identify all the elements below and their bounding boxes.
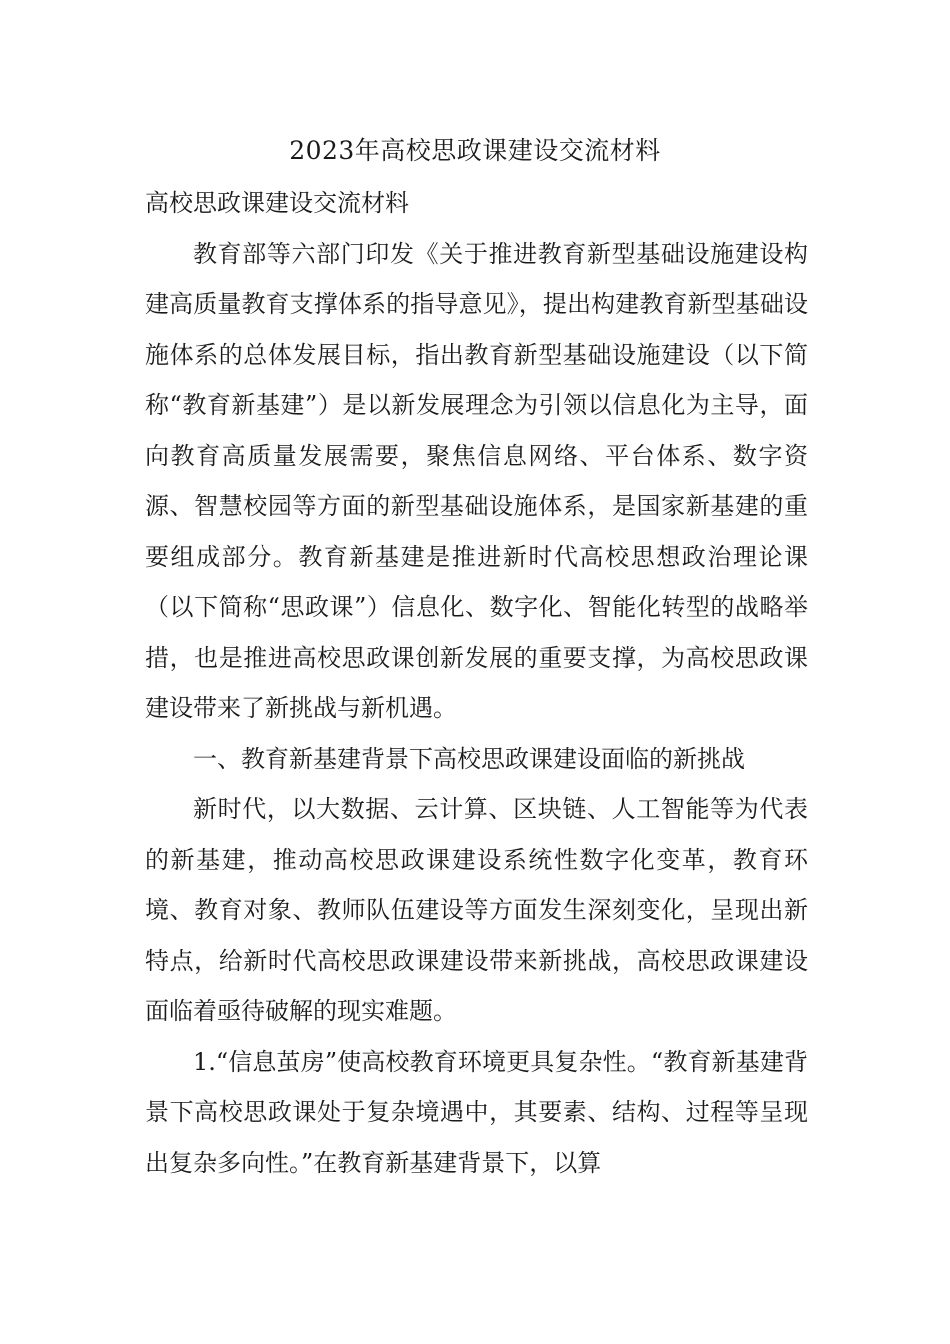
paragraph-new-era: 新时代，以大数据、云计算、区块链、人工智能等为代表的新基建，推动高校思政课建设系统性数字化变革，教育环境、教育对象、教师队伍建设等方面发生深刻变化，呈现出新特点，给新时代高校思政课建设带来新挑战，高校思政课建设面临着亟待破解的现实难题。 bbox=[145, 795, 808, 1025]
section-heading-1: 一、教育新基建背景下高校思政课建设面临的新挑战 bbox=[193, 744, 745, 773]
document-body bbox=[145, 178, 808, 1188]
document-title: 2023年高校思政课建设交流材料 bbox=[289, 136, 661, 165]
paragraph-intro: 教育部等六部门印发《关于推进教育新型基础设施建设构建高质量教育支撑体系的指导意见》，提出构建教育新型基础设施体系的总体发展目标，指出教育新型基础设施建设（以下简称“教育新基建”）是以新发展理念为引领以信息化为主导，面向教育高质量发展需要，聚焦信息网络、平台体系、数字资源、智慧校园等方面的新型基础设施体系，是国家新基建的重要组成部分。教育新基建是推进新时代高校思想政治理论课（以下简称“思政课”）信息化、数字化、智能化转型的战略举措，也是推进高校思政课创新发展的重要支撑，为高校思政课建设带来了新挑战与新机遇。 bbox=[145, 239, 808, 722]
document-subtitle: 高校思政课建设交流材料 bbox=[145, 189, 409, 217]
paragraph-info-cocoon: 1.“信息茧房”使高校教育环境更具复杂性。“教育新基建背景下高校思政课处于复杂境遇中，其要素、结构、过程等呈现出复杂多向性。”在教育新基建背景下，以算 bbox=[145, 1047, 808, 1177]
